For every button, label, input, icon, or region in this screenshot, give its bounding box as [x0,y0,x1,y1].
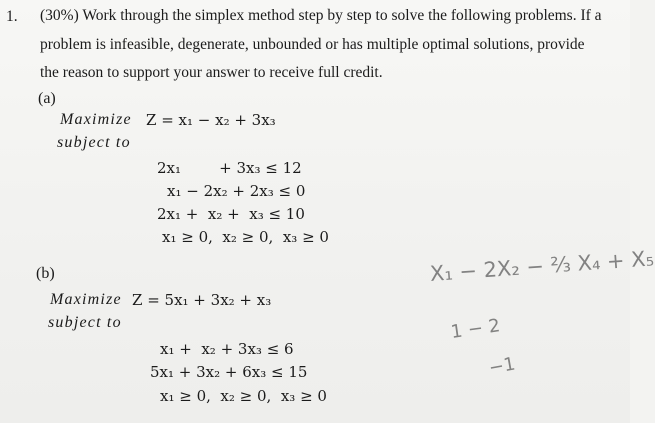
handwritten-note-expression: X₁ − 2X₂ − ⅔ X₄ + X₅ [429,246,655,286]
part-b-objective: Z = 5x₁ + 3x₂ + x₃ [132,291,272,309]
part-a-constraint-1: 2x₁ + 3x₃ ≤ 12 [157,159,302,177]
part-a-maximize: Maximize [60,111,132,128]
part-b-constraint-1: x₁ + x₂ + 3x₃ ≤ 6 [160,340,294,358]
part-b-maximize: Maximize [50,291,122,308]
question-text-line-2: problem is infeasible, degenerate, unbounded or has multiple optimal solutions, provide [40,36,585,53]
part-a-nonnegativity: x₁ ≥ 0, x₂ ≥ 0, x₃ ≥ 0 [162,228,329,246]
part-a-subject-to: subject to [57,134,131,151]
part-a-constraint-2: x₁ − 2x₂ + 2x₃ ≤ 0 [167,182,306,200]
part-a-constraint-3: 2x₁ + x₂ + x₃ ≤ 10 [157,205,305,223]
part-b-subject-to: subject to [48,314,122,331]
part-a-objective: Z = x₁ − x₂ + 3x₃ [146,111,276,129]
handwritten-note-1-minus-2: 1 − 2 [449,315,502,343]
question-number: 1. [6,8,18,25]
question-text-line-3: the reason to support your answer to receive full credit. [40,64,383,81]
part-b-label: (b) [36,265,55,282]
part-b-nonnegativity: x₁ ≥ 0, x₂ ≥ 0, x₃ ≥ 0 [160,387,327,405]
part-b-constraint-2: 5x₁ + 3x₂ + 6x₃ ≤ 15 [150,363,308,381]
question-text-line-1: (30%) Work through the simplex method step by step to solve the following problems. If a [40,7,602,24]
handwritten-note-minus-1: −1 [487,353,517,379]
part-a-label: (a) [38,90,56,107]
